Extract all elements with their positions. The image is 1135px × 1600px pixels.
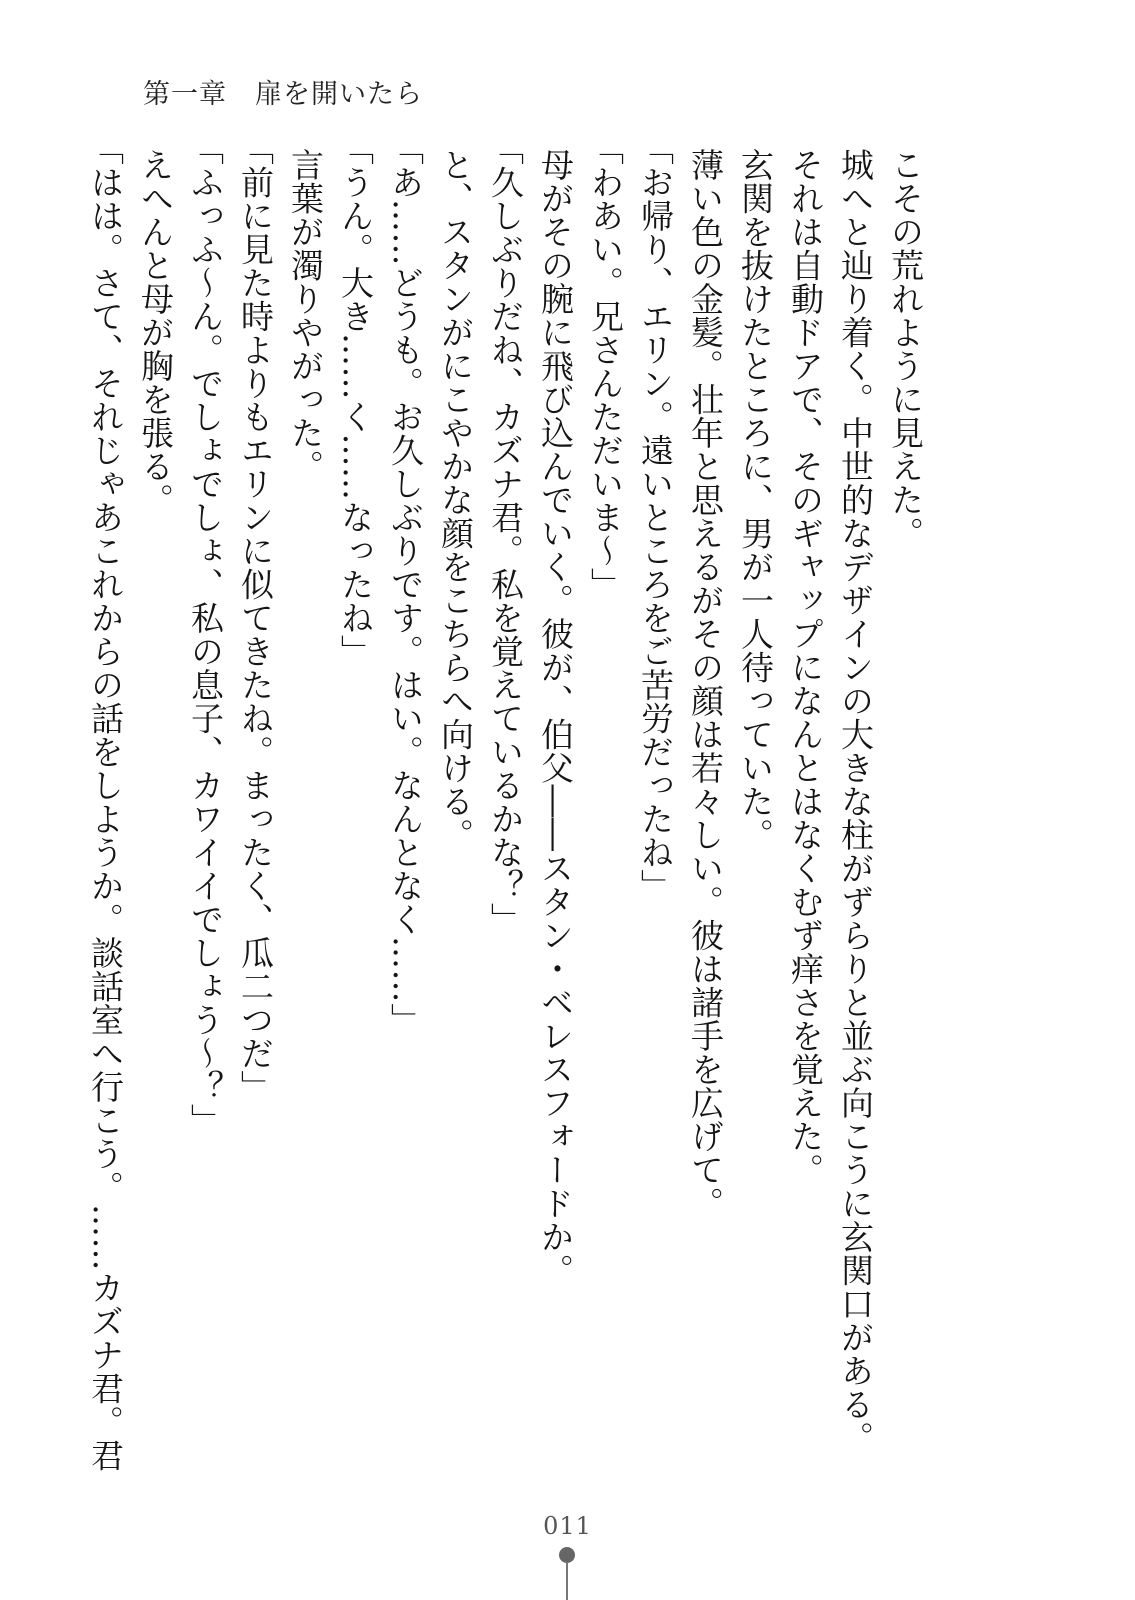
chapter-title: 第一章 扉を開いたら <box>143 79 423 110</box>
text-line: 母がその腕に飛び込んでいく。彼が、伯父――スタン・ベレスフォードか。 <box>536 148 575 1287</box>
dialogue-line: 「わあい。兄さんただいま～」 <box>586 132 625 601</box>
text-line: 玄関を抜けたところに、男が一人待っていた。 <box>736 148 775 852</box>
text-line: こその荒れように見えた。 <box>886 148 925 550</box>
dialogue-line: 「久しぶりだね、カズナ君。私を覚えているかな？」 <box>486 132 525 936</box>
dialogue-line: 「はは。さて、それじゃあこれからの話をしようか。談話室へ行こう。……カズナ君。君 <box>86 132 125 1472</box>
text-line: 言葉が濁りやがった。 <box>286 148 325 483</box>
vertical-body-text <box>86 132 930 1472</box>
text-line: 薄い色の金髪。壮年と思えるがその顔は若々しい。彼は諸手を広げて。 <box>686 148 725 1220</box>
text-line: と、スタンがにこやかな顔をこちらへ向ける。 <box>436 148 475 852</box>
page-number: 011 <box>543 1512 592 1540</box>
dialogue-line: 「ふっふ～ん。でしょでしょ、私の息子、カワイイでしょう～？」 <box>186 132 225 1137</box>
text-line: 城へと辿り着く。中世的なデザインの大きな柱がずらりと並ぶ向こうに玄関口がある。 <box>836 148 875 1455</box>
text-line: えへんと母が胸を張る。 <box>136 148 175 517</box>
page-marker-dot <box>559 1547 575 1563</box>
text-line: それは自動ドアで、そのギャップになんとはなくむず痒さを覚えた。 <box>786 148 825 1187</box>
dialogue-line: 「お帰り、エリン。遠いところをご苦労だったね」 <box>636 132 675 903</box>
page-marker-line <box>566 1562 568 1600</box>
dialogue-line: 「うん。大き……く……なったね」 <box>336 132 375 668</box>
dialogue-line: 「あ……どうも。お久しぶりです。はい。なんとなく……」 <box>386 132 425 1037</box>
dialogue-line: 「前に見た時よりもエリンに似てきたね。まったく、瓜二つだ」 <box>236 132 275 1104</box>
